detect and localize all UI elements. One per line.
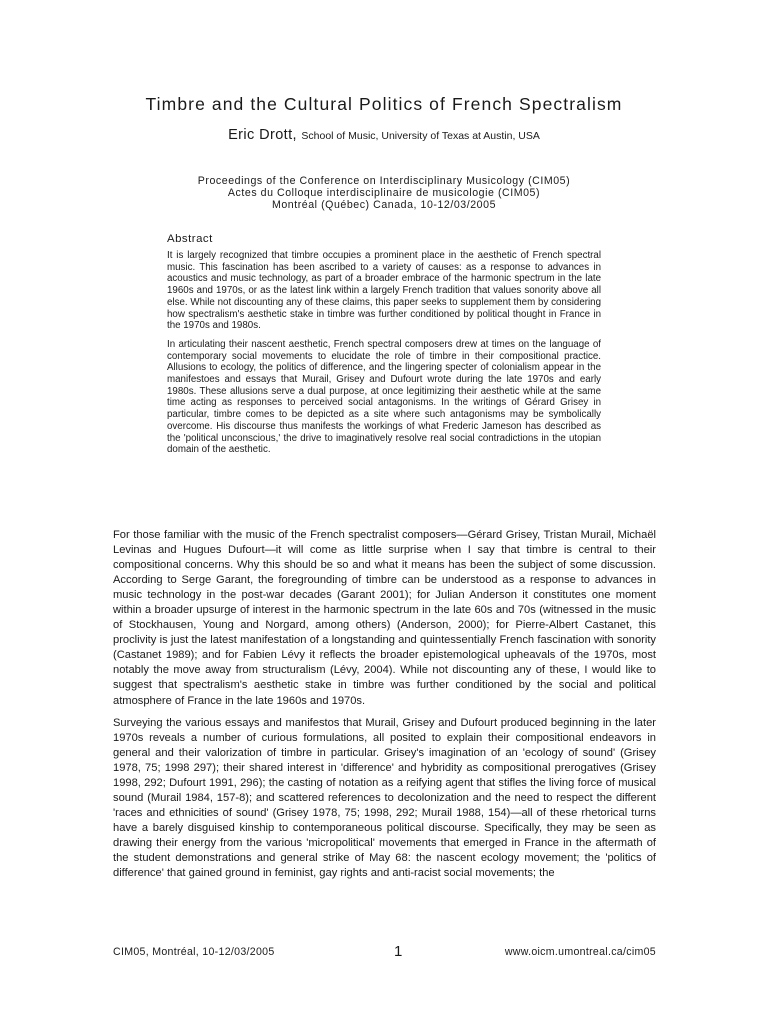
body-text (113, 528, 656, 888)
abstract-section (167, 233, 601, 463)
author-name: Eric Drott, (228, 127, 297, 143)
paper-title: Timbre and the Cultural Politics of French Spectralism (145, 94, 623, 114)
proceedings-line: Montréal (Québec) Canada, 10-12/03/2005 (271, 199, 497, 212)
author-affiliation: School of Music, University of Texas at Austin, USA (301, 130, 540, 142)
page-footer (113, 943, 656, 961)
proceedings-block (0, 175, 768, 212)
footer-url[interactable]: www.oicm.umontreal.ca/cim05 (504, 946, 656, 958)
page-number: 1 (394, 943, 403, 960)
proceedings-line: Proceedings of the Conference on Interdisciplinary Musicology (CIM05) (197, 175, 571, 187)
author-line (0, 126, 768, 144)
abstract-paragraph: It is largely recognized that timbre occupies a prominent place in the aesthetic of French spectral music. This fascination has been ascribed to a variety of causes: as a response to advances in acoustics and music technology, as part of a broader embrace of the harmonic spectrum in the late 1960s and 1970s, or as the latest link within a largely French tradition that values sonority above all else. While not discounting any of these claims, this paper seeks to supplement them by considering how spectralism's aesthetic stake in timbre was further conditioned by political thought in France in the 1970s and 1980s. (167, 250, 601, 332)
proceedings-line: Actes du Colloque interdisciplinaire de musicologie (CIM05) (227, 187, 541, 200)
body-paragraph: For those familiar with the music of the French spectralist composers—Gérard Grisey, Tristan Murail, Michaël Levinas and Hugues Dufourt—it will come as little surprise when I say that timbre is central to their compositional concerns. Why this should be so and what it means has been the subject of some discussion. According to Serge Garant, the foregrounding of timbre can be understood as a response to advances in music technology in the post-war decades (Garant 2001); for Julian Anderson it constitutes one moment within a broader upsurge of interest in the harmonic spectrum in the late 60s and 70s (witnessed in the music of Stockhausen, Young and Norgard, among others) (Anderson, 2000); for Pierre-Albert Castanet, this proclivity is just the latest manifestation of a longstanding and quintessentially French fascination with sonority (Castanet 1989); and for Fabien Lévy it reflects the broader epistemological upheavals of the 1970s, most notably the move away from structuralism (Lévy, 2004). While not discounting any of these, I would like to suggest that spectralism's aesthetic stake in timbre was further conditioned by the social and political atmosphere of France in the late 1960s and 1970s. (113, 529, 656, 707)
body-paragraph: Surveying the various essays and manifestos that Murail, Grisey and Dufourt produced beginning in the later 1970s reveals a number of curious formulations, all posited to explain their compositional endeavors in general and their valorization of timbre in particular. Grisey's imagination of an 'ecology of sound' (Grisey 1978, 75; 1998 297); their shared interest in 'difference' and hybridity as compositional prerogatives (Grisey 1998, 292; Dufourt 1991, 296); the casting of notation as a reifying agent that stifles the living force of musical sound (Murail 1984, 157-8); and scattered references to decolonization and the need to respect the different 'races and ethnicities of sound' (Grisey 1978, 75; 1998, 292; Murail 1988, 154)—all of these rhetorical turns have a barely disguised kinship to contemporaneous political discourse. Specifically, they may be seen as drawing their energy from the various 'micropolitical' movements that emerged in France in the aftermath of the student demonstrations and general strike of May 68: the nascent ecology movement; the 'politics of difference' that gained ground in feminist, gay rights and anti-racist social movements; the (113, 716, 656, 880)
footer-conference: CIM05, Montréal, 10-12/03/2005 (113, 946, 275, 958)
abstract-paragraph: In articulating their nascent aesthetic, French spectral composers drew at times on the language of contemporary social movements to elucidate the role of timbre in their compositional practice. Allusions to ecology, the politics of difference, and the lingering specter of colonialism appear in the manifestoes and essays that Murail, Grisey and Dufourt wrote during the late 1970s and early 1980s. These allusions serve a dual purpose, at once legitimizing their aesthetic while at the same time acting as responses to perceived social antagonisms. In the writings of Gérard Grisey in particular, timbre comes to be depicted as a site where such antagonisms may be symbolically overcome. His discourse thus manifests the workings of what Frederic Jameson has described as the 'political unconscious,' the drive to imaginatively resolve real social contradictions in the utopian domain of the aesthetic. (167, 338, 601, 456)
abstract-heading: Abstract (167, 233, 213, 245)
